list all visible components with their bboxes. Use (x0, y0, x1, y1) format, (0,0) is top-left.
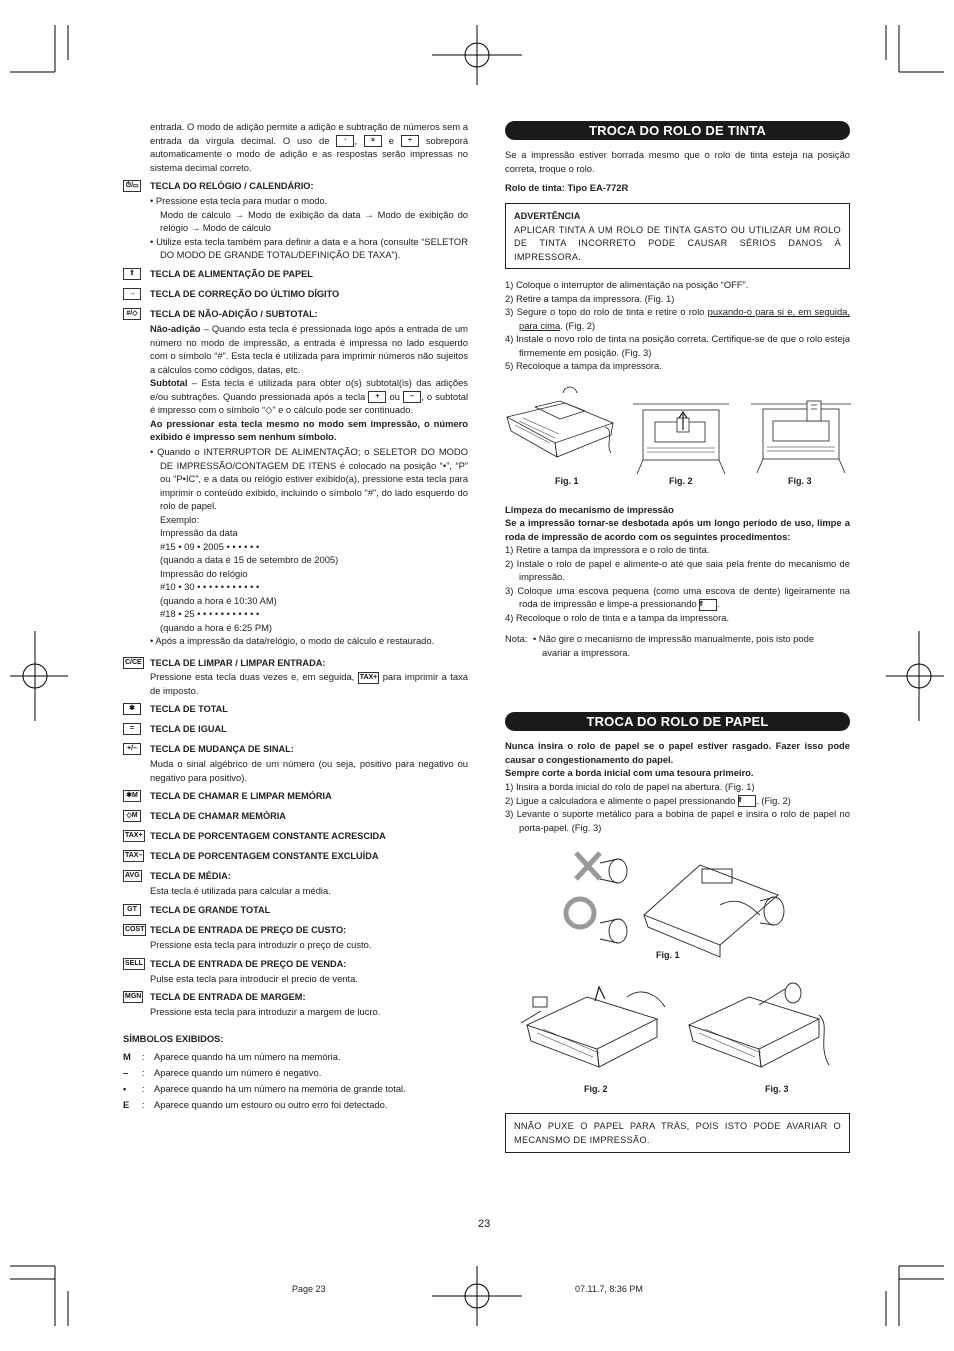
paper-fig3-label: Fig. 3 (765, 1084, 789, 1094)
subtotal-label: Subtotal (150, 377, 188, 388)
paper-fig2-label: Fig. 2 (584, 1084, 608, 1094)
nonadd-desc (150, 322, 468, 444)
cost-key-icon: COST (123, 924, 146, 936)
ink-fig2-illustration (633, 404, 729, 476)
om-key-icon: ◇M (123, 810, 141, 822)
intro-text: entrada. O modo de adição permite a adição e subtração de números sem a entrada da vírgula decimal. O uso de (150, 121, 468, 146)
ce-key-icon: C/CE (123, 657, 144, 669)
plus-key: + (368, 391, 386, 403)
subtotal-text-1: – Esta tecla é utilizada para obter o(s) subtotal(is) das adições e/ou subtrações. Quando pressionada após a tecla (150, 377, 468, 402)
total-key-title: TECLA DE TOTAL (150, 704, 228, 714)
nonadd-label: Não-adição (150, 323, 201, 334)
nonadd-bullet-3: Quando o INTERRUPTOR DE ALIMENTAÇÃO; o SELETOR DO MODO DE IMPRESSÃO/CONTAGEM DE ITENS é colocado na posição “•”, “P” ou “P•IC”, e a data ou relógio estiver exibido(a), pressione esta tecla para imprimir o conteúdo exibido, incluindo o símbolo “#”, do lado esquerdo do rolo de papel. (157, 446, 468, 511)
tax-plus-key: TAX+ (358, 672, 380, 684)
correction-key-title: TECLA DE CORREÇÃO DO ÚLTIMO DÍGITO (150, 289, 340, 299)
paper-roll-header: TROCA DO ROLO DE PAPEL (505, 712, 850, 731)
ink-roll-header: TROCA DO ROLO DE TINTA (505, 121, 850, 140)
mgn-key-title: TECLA DE ENTRADA DE MARGEM: (150, 992, 306, 1002)
nonadd-text: – Quando esta tecla é pressionada logo após a entrada de um número no modo de impressão, a entrada é impressa no lado esquerdo com o símbolo “#”. Esta tecla é utilizada para imprimir números não sujeitos a cálculos como códigos, datas, etc. (150, 323, 468, 375)
warning-text: APLICAR TINTA A UM ROLO DE TINTA GASTO OU UTILIZAR UM ROLO DE TINTA INCORRETO PODE CAUSAR SÉRIOS DANOS À IMPRESSORA. (514, 224, 841, 262)
ce-desc (150, 670, 468, 697)
avg-key-icon: AVG (123, 870, 142, 882)
xm-key-icon: ✱M (123, 790, 141, 802)
ink-warning-box (505, 203, 850, 269)
nonadd-key-title: TECLA DE NÃO-ADIÇÃO / SUBTOTAL: (150, 309, 318, 319)
cleaning-steps: 1) Retire a tampa da impressora e o rolo de tinta. 2) Instale o rolo de papel e alimente-o até que saia pela frente do mecanismo de impressão. 3) Coloque uma escova pequena (como uma escova de dente) ligeiramente na roda de impressão e limpe-a pressionando ⇑ . 4) Recoloque o rolo de tinta e a tampa da impressora. (505, 544, 850, 623)
ink-fig3-label: Fig. 3 (788, 476, 812, 486)
cleaning-title: Limpeza do mecanismo de impressão (505, 504, 674, 515)
ce-text-2: para imprimir a taxa de imposto. (150, 671, 468, 696)
mgn-key-icon: MGN (123, 991, 143, 1003)
paper-fig1-label: Fig. 1 (656, 950, 680, 960)
clock-bullet-1b: Modo de cálculo → Modo de exibição da data → Modo de exibição do relógio → Modo de cálculo (160, 208, 468, 233)
mgn-desc: Pressione esta tecla para introduzir a margem de lucro. (150, 1006, 381, 1017)
nonadd-warning: Ao pressionar esta tecla mesmo no modo sem impressão, o número exibido é impresso sem nenhum símbolo. (150, 417, 468, 443)
nonadd-bullets: • Quando o INTERRUPTOR DE ALIMENTAÇÃO; o SELETOR DO MODO DE IMPRESSÃO/CONTAGEM DE ITENS é colocado na posição “•”, “P” ou “P•IC”, e a data ou relógio estiver exibido(a), pressione esta tecla para imprimir o conteúdo exibido, incluindo o símbolo “#”, do lado esquerdo do rolo de papel. Exemplo: Impressão da data #15 • 09 • 2005 • • • • • • (quando a data é 15 de setembro de 2005) Impressão do relógio #10 • 30 • • • • • • • • • • • (quando a hora é 10:30 AM) #18 • 25 • • • • • • • • • • • (quando a hora é 6:25 PM) • Após a impressão da data/relógio, o modo de cálculo é restaurado. (150, 446, 468, 646)
note: Nota: • Não gire o mecanismo de impressão manualmente, pois isto pode avariar a impressora. (505, 633, 815, 658)
intro-e: e (388, 134, 394, 146)
ink-roll-type: Rolo de tinta: Tipo EA-772R (505, 182, 629, 193)
ink-fig1-label: Fig. 1 (555, 476, 579, 486)
intro-paragraph: entrada. O modo de adição permite a adição e subtração de números sem a entrada da vírgula decimal. O uso de · , × e ÷ sobreporá automaticamente o modo de adição e as respostas serão impressas no sistema decimal correto. (150, 121, 469, 173)
cost-desc: Pressione esta tecla para introduzir o preço de custo. (150, 939, 372, 950)
feed-key-title: TECLA DE ALIMENTAÇÃO DE PAPEL (150, 269, 313, 279)
total-key-icon: ✱ (123, 703, 141, 715)
sign-key-icon: +/– (123, 743, 141, 755)
gt-key-title: TECLA DE GRANDE TOTAL (150, 905, 271, 915)
footer-left: Page 23 (292, 1284, 326, 1294)
sign-desc: Muda o sinal algébrico de um número (ou seja, positivo para negativo ou negativo para positivo). (150, 758, 468, 783)
paper-fig3-illustration (689, 985, 839, 1075)
ink-fig1-illustration (505, 385, 615, 465)
sign-key-title: TECLA DE MUDANÇA DE SINAL: (150, 744, 294, 754)
page-number: 23 (478, 1218, 491, 1230)
paper-fig1-illustration (560, 845, 790, 945)
feed-key-icon: ⇑ (123, 268, 141, 280)
ce-text-1: Pressione esta tecla duas vezes e, em seguida, (150, 671, 355, 682)
decimal-key: · (336, 135, 354, 147)
clock-bullet-2: Utilize esta tecla também para definir a data e a hora (consulte “SELETOR DO MODO DE GRANDE TOTAL/DEFINIÇÃO DE TAXA”). (156, 235, 468, 260)
sell-desc: Pulse esta tecla para introducir el precio de venta. (150, 973, 358, 984)
nonadd-bullet-4: Após a impressão da data/relógio, o modo de cálculo é restaurado. (155, 635, 435, 646)
avg-key-title: TECLA DE MÉDIA: (150, 871, 231, 881)
taxp-key-icon: TAX+ (123, 830, 145, 842)
ink-fig2-label: Fig. 2 (669, 476, 693, 486)
paper-fig2-illustration (517, 985, 667, 1075)
avg-desc: Esta tecla é utilizada para calcular a média. (150, 885, 331, 896)
symbols-title: SÍMBOLOS EXIBIDOS: (123, 1033, 224, 1044)
subtotal-text-2: , o subtotal é impresso com o símbolo “◇” e o cálculo pode ser continuado. (150, 390, 469, 416)
divide-key: ÷ (401, 135, 419, 147)
ce-key-title: TECLA DE LIMPAR / LIMPAR ENTRADA: (150, 658, 326, 668)
xm-key-title: TECLA DE CHAMAR E LIMPAR MEMÓRIA (150, 791, 332, 801)
taxm-key-icon: TAX– (123, 850, 144, 862)
cleaning-intro: Se a impressão tornar-se desbotada após um longo período de uso, limpe a roda de impressão de acordo com os seguintes procedimentos: (505, 517, 850, 542)
ink-intro: Se a impressão estiver borrada mesmo que o rolo de tinta esteja na posição correta, troque o rolo. (505, 149, 850, 174)
multiply-key: × (364, 135, 382, 147)
gt-key-icon: GT (123, 904, 141, 916)
cost-key-title: TECLA DE ENTRADA DE PREÇO DE CUSTO: (150, 925, 347, 935)
clock-bullet-1a: Pressione esta tecla para mudar o modo. (155, 195, 328, 206)
paper-warning-1: Nunca insira o rolo de papel se o papel estiver rasgado. Fazer isso pode causar o congestionamento do papel. (505, 740, 850, 765)
clock-key-desc: • Pressione esta tecla para mudar o modo. Modo de cálculo → Modo de exibição da data → Modo de exibição do relógio → Modo de cálculo • Utilize esta tecla também para definir a data e a hora (consulte “SELETOR DO MODO DE GRANDE TOTAL/DEFINIÇÃO DE TAXA”). (150, 195, 468, 260)
minus-key: – (403, 391, 421, 403)
taxm-key-title: TECLA DE PORCENTAGEM CONSTANTE EXCLUÍDA (150, 851, 379, 861)
om-key-title: TECLA DE CHAMAR MEMÓRIA (150, 811, 286, 821)
feed-key-inline: ⇑ (699, 599, 717, 611)
paper-caution-box: NNÃO PUXE O PAPEL PARA TRÁS, POIS ISTO PODE AVARIAR O MECANSMO DE IMPRESSÃO. (505, 1113, 850, 1153)
clock-key-icon: ⏱/▭ (123, 180, 141, 192)
paper-steps: 1) Insira a borda inicial do rolo de papel na abertura. (Fig. 1) 2) Ligue a calculadora e alimente o papel pressionando ⇑ . (Fig. 2) 3) Levante o suporte metálico para a bobina de papel e insira o rolo de papel no porta-papel. (Fig. 3) (505, 781, 850, 833)
taxp-key-title: TECLA DE PORCENTAGEM CONSTANTE ACRESCIDA (150, 831, 386, 841)
footer-right: 07.11.7, 8:36 PM (575, 1284, 643, 1294)
example-block: Exemplo: Impressão da data #15 • 09 • 2005 • • • • • • (quando a data é 15 de setembro de 2005) Impressão do relógio #10 • 30 • • • • • • • • • • • (quando a hora é 10:30 AM) #18 • 25 • • • • • • • • • • • (quando a hora é 6:25 PM) (160, 513, 339, 633)
equal-key-title: TECLA DE IGUAL (150, 724, 227, 734)
ink-steps: 1) Coloque o interruptor de alimentação na posição “OFF”. 2) Retire a tampa da impressora. (Fig. 1) 3) Segure o topo do rolo de tinta e retire o rolo puxando-o para si e, em seguida, para cima. (Fig. 2) 4) Instale o novo rolo de tinta na posição correta. Certifique-se de que o rolo esteja firmemente em posição. (Fig. 3) 5) Recoloque a tampa da impressora. (505, 279, 850, 371)
nonadd-key-icon: #/◇ (123, 308, 141, 320)
sell-key-icon: SELL (123, 958, 145, 970)
warning-title: ADVERTÊNCIA (514, 211, 581, 221)
paper-warning-2: Sempre corte a borda inicial com uma tesoura primeiro. (505, 767, 754, 778)
ink-fig3-illustration (751, 397, 851, 475)
clock-key-title: TECLA DO RELÓGIO / CALENDÁRIO: (150, 181, 314, 191)
intro-text-2: sobreporá automaticamente o modo de adição e as respostas serão impressas no sistema decimal correto. (150, 134, 469, 173)
feed-key-inline-2: ⇑ (738, 795, 756, 807)
sell-key-title: TECLA DE ENTRADA DE PREÇO DE VENDA: (150, 959, 347, 969)
subtotal-ou: ou (389, 390, 400, 402)
equal-key-icon: = (123, 723, 141, 735)
arrow-key-icon: → (123, 288, 141, 300)
symbols-list: M : Aparece quando há um número na memória. – : Aparece quando um número é negativo. • : Aparece quando há um número na memória de grande total. E : Aparece quando um estouro ou outro erro foi detectado. (123, 1051, 406, 1110)
